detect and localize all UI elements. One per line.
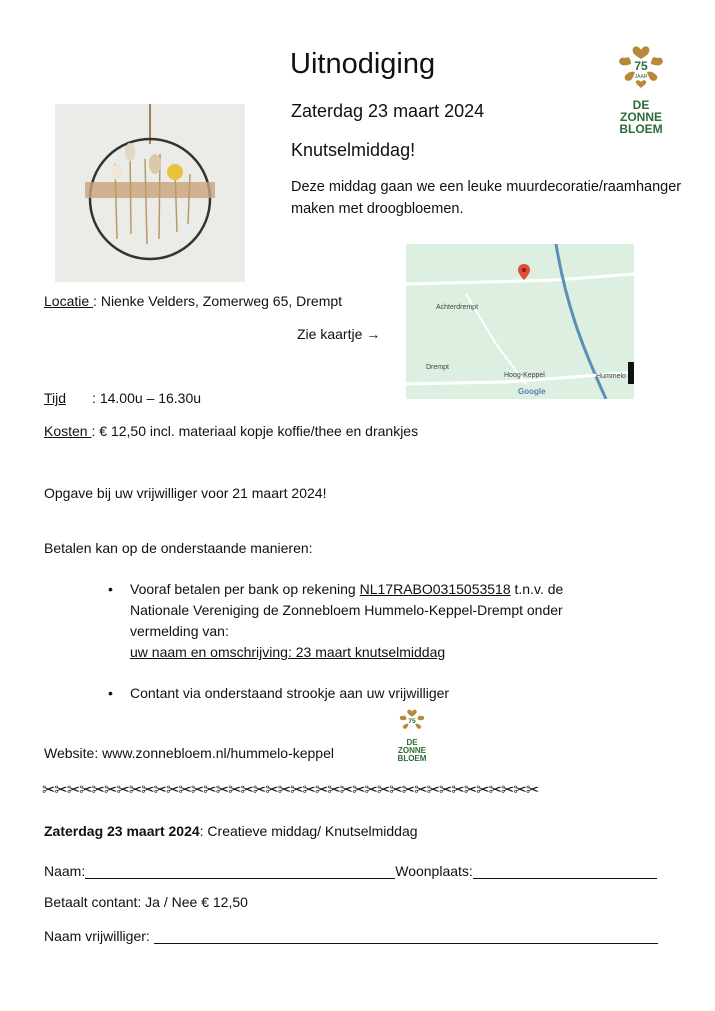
bullet-bank: Vooraf betalen per bank op rekening NL17RABO0315053518 t.n.v. de Nationale Vereniging de Zonnebloem Hummelo-Keppel-Drempt onder vermelding van: uw naam en omschrijving: 23 maart knutselmiddag (130, 579, 670, 663)
slip-title: Zaterdag 23 maart 2024: Creatieve middag/ Knutselmiddag (44, 823, 418, 839)
costs-value: : € 12,50 incl. materiaal kopje koffie/thee en drankjes (91, 423, 419, 439)
zonnebloem-logo (611, 40, 671, 135)
slip-name-row (44, 863, 657, 879)
volunteer-field[interactable] (154, 929, 658, 944)
costs-line (44, 423, 418, 439)
location-label: Locatie (44, 293, 94, 309)
costs-label: Kosten (44, 423, 92, 439)
event-activity: Knutselmiddag! (291, 140, 416, 160)
iban: NL17RABO0315053518 (359, 581, 511, 597)
signup-text: Opgave bij uw vrijwilliger voor 21 maart 2024! (44, 485, 327, 501)
sunflower-heart-icon (611, 40, 671, 90)
bullet-cash: Contant via onderstaand strookje aan uw vrijwilliger (130, 685, 450, 701)
time-line (44, 390, 201, 406)
map-label-hummelo: Hummelo (596, 373, 626, 380)
time-value: : 14.00u – 16.30u (92, 390, 202, 406)
volunteer-label: Naam vrijwilliger: (44, 928, 154, 944)
svg-text:JAAR: JAAR (634, 74, 648, 80)
zonnebloem-logo-small: 75 DE ZONNE BLOEM (392, 706, 432, 763)
logo-line-2: ZONNE (620, 110, 662, 124)
map-label-drempt: Drempt (426, 364, 449, 371)
location-value: Nienke Velders, Zomerweg 65, Drempt (100, 293, 343, 309)
svg-text:75: 75 (408, 717, 416, 725)
map-hint: Zie kaartje → (297, 326, 381, 342)
bullet-dot: • (108, 685, 113, 701)
logo-line-1: DE (632, 98, 650, 112)
bullet-dot: • (108, 581, 113, 597)
map-label-achterdrempt: Achterdrempt (436, 304, 479, 311)
logo-line-3: BLOEM (619, 122, 663, 136)
event-date: Zaterdag 23 maart 2024 (291, 101, 485, 121)
name-field[interactable] (85, 864, 395, 879)
place-label: Woonplaats: (395, 863, 473, 879)
website: Website: www.zonnebloem.nl/hummelo-keppel (44, 745, 334, 761)
time-label: Tijd (44, 390, 67, 406)
map-brand: Google (518, 387, 546, 396)
payment-intro: Betalen kan op de onderstaande manieren: (44, 540, 313, 556)
map-label-hoog-keppel: Hoog-Keppel (504, 372, 545, 379)
wreath-photo (55, 104, 245, 282)
name-label: Naam: (44, 863, 86, 879)
event-description: Deze middag gaan we een leuke muurdecoratie/raamhanger maken met droogbloemen. (291, 179, 682, 217)
map-image (406, 244, 634, 399)
slip-paid: Betaalt contant: Ja / Nee € 12,50 (44, 894, 248, 910)
page-title: Uitnodiging (290, 48, 436, 80)
slip-volunteer-row (44, 928, 658, 944)
location-line: Locatie : Nienke Velders, Zomerweg 65, Drempt (44, 293, 343, 309)
place-field[interactable] (473, 864, 657, 879)
cut-line: ✂✂✂✂✂✂✂✂✂✂✂✂✂✂✂✂✂✂✂✂✂✂✂✂✂✂✂✂✂✂✂✂✂✂✂✂✂✂✂✂ (42, 782, 539, 799)
payment-reference: uw naam en omschrijving: 23 maart knutselmiddag (130, 644, 446, 660)
svg-text:75: 75 (634, 59, 648, 73)
sunflower-heart-icon (392, 706, 432, 734)
